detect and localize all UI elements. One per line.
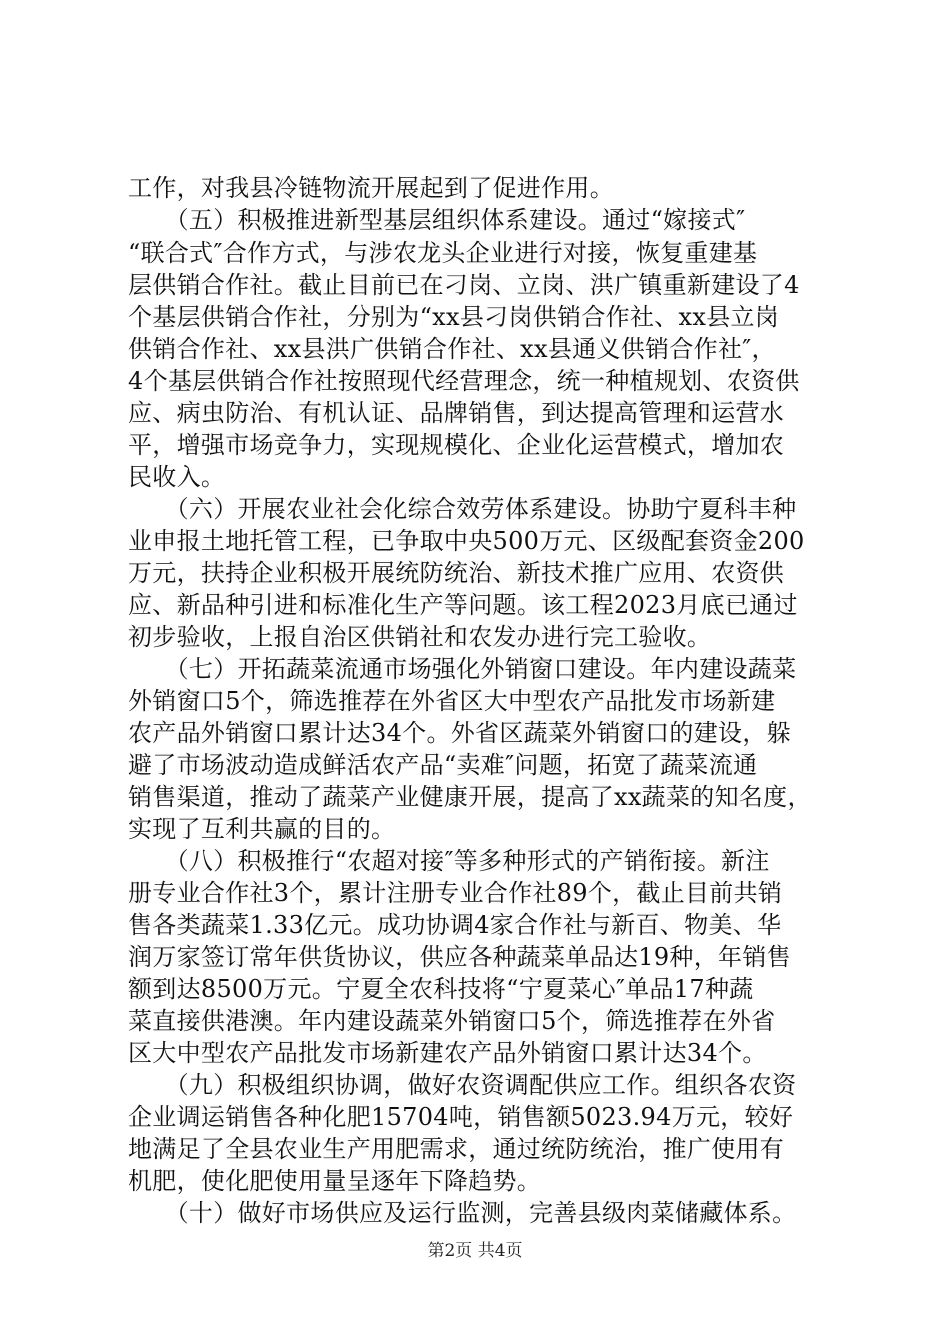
text-line: 册专业合作社3个，累计注册专业合作社89个，截止目前共销 — [128, 879, 783, 907]
text-line: 避了市场波动造成鲜活农产品“卖难″问题，拓宽了蔬菜流通 — [128, 751, 758, 779]
text-line: 菜直接供港澳。年内建设蔬菜外销窗口5个，筛选推荐在外省 — [128, 1007, 776, 1035]
text-line: （五）积极推进新型基层组织体系建设。通过“嫁接式″ — [128, 206, 746, 234]
text-line: 应、病虫防治、有机认证、品牌销售，到达提高管理和运营水 — [128, 399, 785, 427]
page-footer: 第2页 共4页 — [427, 1241, 523, 1261]
text-line: 润万家签订常年供货协议，供应各种蔬菜单品达19种，年销售 — [128, 943, 791, 971]
text-line: 层供销合作社。截止目前已在刁岗、立岗、洪广镇重新建设了4 — [128, 271, 800, 299]
text-line: （六）开展农业社会化综合效劳体系建设。协助宁夏科丰种 — [128, 495, 797, 523]
text-line: 个基层供销合作社，分别为“xx县刁岗供销合作社、xx县立岗 — [128, 303, 780, 331]
text-line: 万元，扶持企业积极开展统防统治、新技术推广应用、农资供 — [128, 559, 785, 587]
text-line: 售各类蔬菜1.33亿元。成功协调4家合作社与新百、物美、华 — [128, 911, 782, 939]
text-line: 实现了互利共赢的目的。 — [128, 815, 396, 843]
text-line: （八）积极推行“农超对接″等多种形式的产销衔接。新注 — [128, 847, 770, 875]
text-line: 区大中型农产品批发市场新建农产品外销窗口累计达34个。 — [128, 1039, 767, 1067]
text-line: 初步验收，上报自治区供销社和农发办进行完工验收。 — [128, 623, 712, 651]
text-line: 外销窗口5个，筛选推荐在外省区大中型农产品批发市场新建 — [128, 687, 776, 715]
text-line: 企业调运销售各种化肥15704吨，销售额5023.94万元，较好 — [128, 1103, 794, 1131]
text-line: 业申报土地托管工程，已争取中央500万元、区级配套资金200 — [128, 527, 805, 555]
text-line: 销售渠道，推动了蔬菜产业健康开展，提高了xx蔬菜的知名度， — [128, 783, 812, 811]
text-line: 应、新品种引进和标准化生产等问题。该工程2023月底已通过 — [128, 591, 798, 619]
text-line: 额到达8500万元。宁夏全农科技将“宁夏菜心″单品17种蔬 — [128, 975, 754, 1003]
text-line: 农产品外销窗口累计达34个。外省区蔬菜外销窗口的建设，躲 — [128, 719, 791, 747]
text-line: 工作，对我县冷链物流开展起到了促进作用。 — [128, 174, 614, 202]
text-line: 供销合作社、xx县洪广供销合作社、xx县通义供销合作社″， — [128, 335, 776, 363]
text-line: 4个基层供销合作社按照现代经营理念，统一种植规划、农资供 — [128, 367, 800, 395]
text-line: （七）开拓蔬菜流通市场强化外销窗口建设。年内建设蔬菜 — [128, 655, 797, 683]
text-line: 民收入。 — [128, 463, 226, 491]
text-line: 地满足了全县农业生产用肥需求，通过统防统治，推广使用有 — [128, 1135, 785, 1163]
text-line: 平，增强市场竞争力，实现规模化、企业化运营模式，增加农 — [128, 431, 785, 459]
text-line: “联合式″合作方式，与涉农龙头企业进行对接，恢复重建基 — [128, 239, 758, 267]
text-line: （十）做好市场供应及运行监测，完善县级肉菜储藏体系。 — [128, 1199, 797, 1227]
text-line: （九）积极组织协调，做好农资调配供应工作。组织各农资 — [128, 1071, 797, 1099]
text-line: 机肥，使化肥使用量呈逐年下降趋势。 — [128, 1167, 542, 1195]
